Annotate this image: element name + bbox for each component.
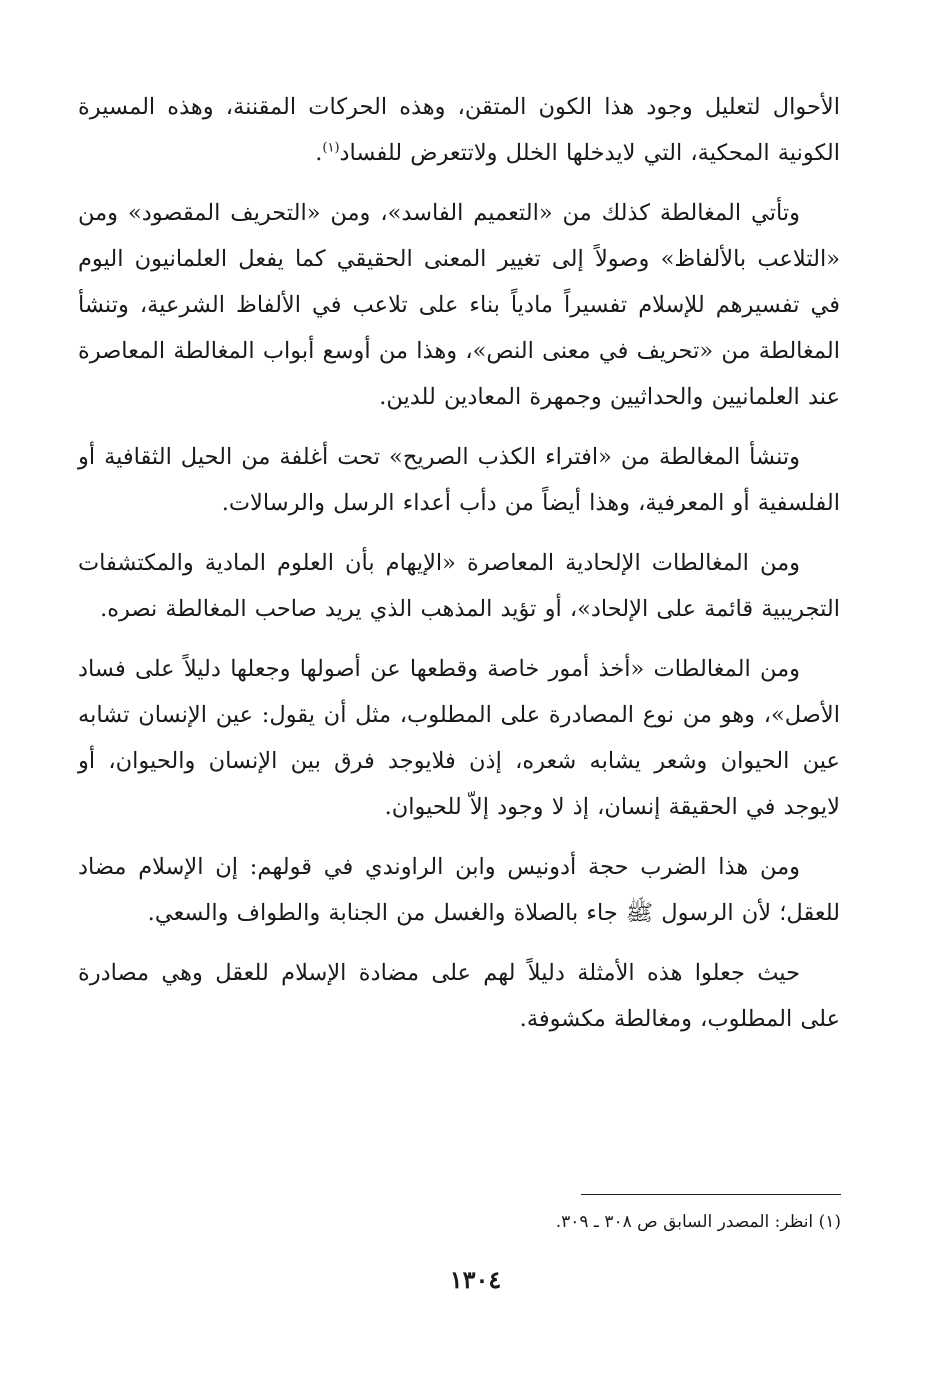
footnote-divider [581, 1194, 841, 1195]
paragraph-1-end: . [315, 140, 323, 166]
paragraph-1 [78, 84, 840, 176]
footnote-reference[interactable]: (١) [322, 140, 340, 156]
footnote-text: انظر: المصدر السابق ص ٣٠٨ ـ ٣٠٩. [555, 1212, 814, 1232]
paragraph-4: ومن المغالطات الإلحادية المعاصرة «الإيهام بأن العلوم المادية والمكتشفات التجريبية قائمة على الإلحاد»، أو تؤيد المذهب الذي يريد صاحب المغالطة نصره. [78, 550, 840, 622]
paragraph-6: ومن هذا الضرب حجة أدونيس وابن الراوندي في قولهم: إن الإسلام مضاد للعقل؛ لأن الرسول ﷺ جاء بالصلاة والغسل من الجنابة والطواف والسعي. [78, 854, 840, 926]
footnote [241, 1208, 841, 1236]
paragraph-1-text: الأحوال لتعليل وجود هذا الكون المتقن، وهذه الحركات المقننة، وهذه المسيرة الكونية المحكية، التي لايدخلها الخلل ولاتتعرض للفساد [78, 94, 840, 166]
paragraph-7: حيث جعلوا هذه الأمثلة دليلاً لهم على مضادة الإسلام للعقل وهي مصادرة على المطلوب، ومغالطة مكشوفة. [78, 960, 840, 1032]
paragraph-2: وتأتي المغالطة كذلك من «التعميم الفاسد»، ومن «التحريف المقصود» ومن «التلاعب بالألفاظ» وصولاً إلى تغيير المعنى الحقيقي كما يفعل العلمانيون اليوم في تفسيرهم للإسلام تفسيراً مادياً بناء على تلاعب في الألفاظ الشرعية، وتنشأ المغالطة من «تحريف في معنى النص»، وهذا من أوسع أبواب المغالطة المعاصرة عند العلمانيين والحداثيين وجمهرة المعادين للدين. [78, 200, 840, 410]
paragraph-5: ومن المغالطات «أخذ أمور خاصة وقطعها عن أصولها وجعلها دليلاً على فساد الأصل»، وهو من نوع المصادرة على المطلوب، مثل أن يقول: عين الإنسان تشابه عين الحيوان وشعر يشابه شعره، إذن فلايوجد فرق بين الإنسان والحيوان، أو لايوجد في الحقيقة إنسان، إذ لا وجود إلاّ للحيوان. [78, 656, 840, 820]
page-number: ١٣٠٤ [449, 1265, 502, 1294]
footnote-marker: (١) [818, 1212, 841, 1232]
paragraph-3: وتنشأ المغالطة من «افتراء الكذب الصريح» تحت أغلفة من الحيل الثقافية أو الفلسفية أو المعرفية، وهذا أيضاً من دأب أعداء الرسل والرسالات. [78, 444, 840, 516]
page-body [78, 84, 840, 1056]
